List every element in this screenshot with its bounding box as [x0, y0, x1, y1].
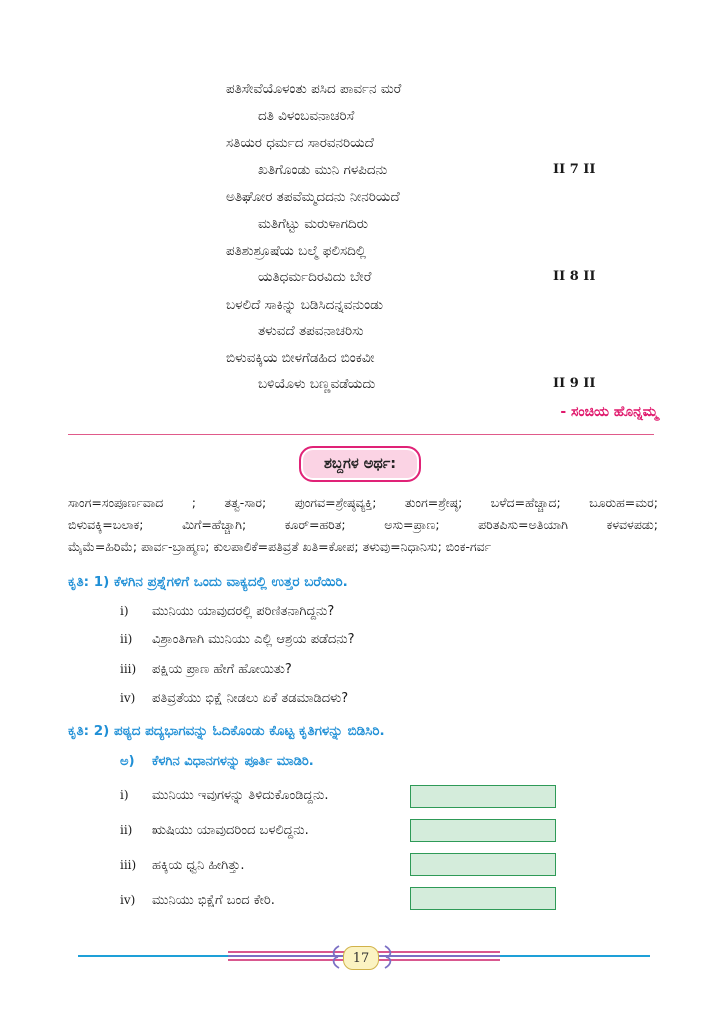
glossary-line: ಮೈಮೆ=ಹಿರಿಮೆ; ಪಾರ್ವ-ಬ್ರಾಹ್ಮಣ; ಕುಲಪಾಲಿಕೆ=ಪತಿವ್ರತೆ ಖತಿ=ಕೋಪ; ತಳುವು=ನಿಧಾನಿಸು; ಬಿಂಕ-ಗರ್ವ	[68, 539, 492, 554]
item-text: ಹಕ್ಕಿಯ ಧ್ವನಿ ಹೀಗಿತ್ತು.	[152, 858, 245, 873]
question-text: ವಿಶ್ರಾಂತಿಗಾಗಿ ಮುನಿಯು ಎಲ್ಲಿ ಆಶ್ರಯ ಪಡೆದನು?	[152, 632, 355, 647]
verse-number: II 7 II	[553, 162, 596, 177]
poem-line: ಬಳಲಿದೆ ಸಾಕಿನ್ನು ಬಡಿಸಿದನ್ನವನುಂಡು	[226, 297, 383, 313]
poem-line: ಯತಿಧರ್ಮದಿರವಿದು ಬೇರೆ	[258, 269, 372, 285]
question-item	[120, 604, 334, 619]
question-text: ಪತಿವ್ರತೆಯು ಭಿಕ್ಷೆ ನೀಡಲು ಏಕೆ ತಡಮಾಡಿದಳು?	[152, 691, 349, 706]
verse-number: II 8 II	[553, 269, 596, 284]
fill-item	[120, 858, 245, 873]
question-item	[120, 632, 355, 647]
footer-line-right	[500, 955, 650, 957]
question-item	[120, 662, 292, 677]
right-curl-ornament	[382, 944, 394, 970]
item-text: ಮುನಿಯು ಭಿಕ್ಷೆಗೆ ಬಂದ ಕೇರಿ.	[152, 893, 275, 908]
item-text: ಮುನಿಯು ಇವುಗಳನ್ನು ತಿಳಿದುಕೊಂಡಿದ್ದನು.	[152, 788, 329, 803]
question-item	[120, 691, 348, 706]
poem-line: ದತಿ ವಿಳಂಬವನಾಚರಿಸೆ	[258, 108, 355, 124]
task-1-title: ಕೃತಿ: 1) ಕೆಳಗಿನ ಪ್ರಶ್ನೆಗಳಿಗೆ ಒಂದು ವಾಕ್ಯದಲ್ಲಿ ಉತ್ತರ ಬರೆಯಿರಿ.	[68, 574, 348, 590]
footer-line-left	[78, 955, 228, 957]
poem-author: - ಸಂಚಿಯ ಹೊನ್ನಮ್ಮ	[560, 404, 658, 420]
answer-box[interactable]	[410, 853, 556, 876]
left-curl-ornament	[330, 944, 342, 970]
question-number: iv)	[120, 691, 136, 705]
section-divider	[68, 434, 654, 435]
poem-line: ಸತಿಯರ ಧರ್ಮದ ಸಾರವನರಿಯದೆ	[226, 135, 374, 151]
item-number: ii)	[120, 823, 133, 837]
sub-title: ಕೆಳಗಿನ ವಿಧಾನಗಳನ್ನು ಪೂರ್ತಿ ಮಾಡಿರಿ.	[152, 754, 314, 769]
page-number: 17	[343, 946, 379, 970]
glossary-heading-box	[299, 446, 421, 482]
glossary-line: ಬಿಳುವಕ್ಕಿ=ಬಲಾಕ; ಮಿಗೆ=ಹೆಚ್ಚಾಗಿ; ಕೂರ್=ಹರಿತ; ಅಸು=ಪ್ರಾಣ; ಪರಿತಪಿಸು=ಅತಿಯಾಗಿ ಕಳವಳಪಡು;	[68, 517, 658, 532]
sub-marker: ಅ)	[120, 754, 135, 769]
fill-item	[120, 823, 309, 838]
poem-line: ಬಿಳುವಕ್ಕಿಯ ಬೀಳಗೆಡಹಿದ ಬಿಂಕವೀ	[226, 350, 375, 366]
fill-item	[120, 893, 275, 908]
item-number: iii)	[120, 858, 137, 872]
poem-line: ಖತಿಗೊಂಡು ಮುನಿ ಗಳಪಿದನು	[258, 162, 388, 178]
answer-box[interactable]	[410, 785, 556, 808]
poem-line: ಅತಿಘೋರ ತಪವೆಮ್ಮದದನು ನೀನರಿಯದೆ	[226, 189, 400, 205]
item-number: iv)	[120, 893, 136, 907]
glossary-heading: ಶಬ್ದಗಳ ಅರ್ಥ:	[323, 456, 397, 472]
poem-line: ಮತಿಗೆಟ್ಟು ಮರುಳಾಗದಿರು	[258, 216, 369, 232]
glossary-line: ಸಾಂಗ=ಸಂಪೂರ್ಣವಾದ ; ತತ್ವ-ಸಾರ; ಪುಂಗವ=ಶ್ರೇಷ್ಠವ್ಯಕ್ತಿ; ತುಂಗ=ಶ್ರೇಷ್ಠ; ಬಳೆದ=ಹೆಚ್ಚಾದ; ಬೂರುಹ=ಮರ;	[68, 495, 658, 510]
question-number: iii)	[120, 662, 137, 676]
answer-box[interactable]	[410, 819, 556, 842]
question-text: ಪಕ್ಷಿಯ ಪ್ರಾಣ ಹೇಗೆ ಹೋಯಿತು?	[152, 662, 292, 677]
poem-line: ಪತಿಸೇವೆಯೊಳಂತು ಪಸಿದ ಪಾರ್ವನ ಮರೆ	[226, 81, 402, 97]
item-number: i)	[120, 788, 129, 802]
question-number: i)	[120, 604, 129, 618]
task-2-title: ಕೃತಿ: 2) ಪಠ್ಯದ ಪದ್ಯಭಾಗವನ್ನು ಓದಿಕೊಂಡು ಕೊಟ್ಟ ಕೃತಿಗಳನ್ನು ಬಿಡಿಸಿರಿ.	[68, 723, 385, 739]
poem-line: ಪತಿಶುಶ್ರೂಷೆಯ ಬಲ್ಮೆ ಫಲಿಸದಿಲ್ಲಿ	[226, 243, 367, 259]
question-text: ಮುನಿಯು ಯಾವುದರಲ್ಲಿ ಪರಿಣಿತನಾಗಿದ್ದನು?	[152, 604, 335, 619]
answer-box[interactable]	[410, 887, 556, 910]
poem-line: ಬಳಿಯೊಳು ಬಣ್ಣವಡೆಯದು	[258, 376, 376, 392]
verse-number: II 9 II	[553, 376, 596, 391]
task-2-subheading	[120, 754, 314, 769]
poem-line: ತಳುವದೆ ತಪವನಾಚರಿಸು	[258, 323, 364, 339]
question-number: ii)	[120, 632, 133, 646]
fill-item	[120, 788, 329, 803]
item-text: ಋಷಿಯು ಯಾವುದರಿಂದ ಬಳಲಿದ್ದನು.	[152, 823, 309, 838]
